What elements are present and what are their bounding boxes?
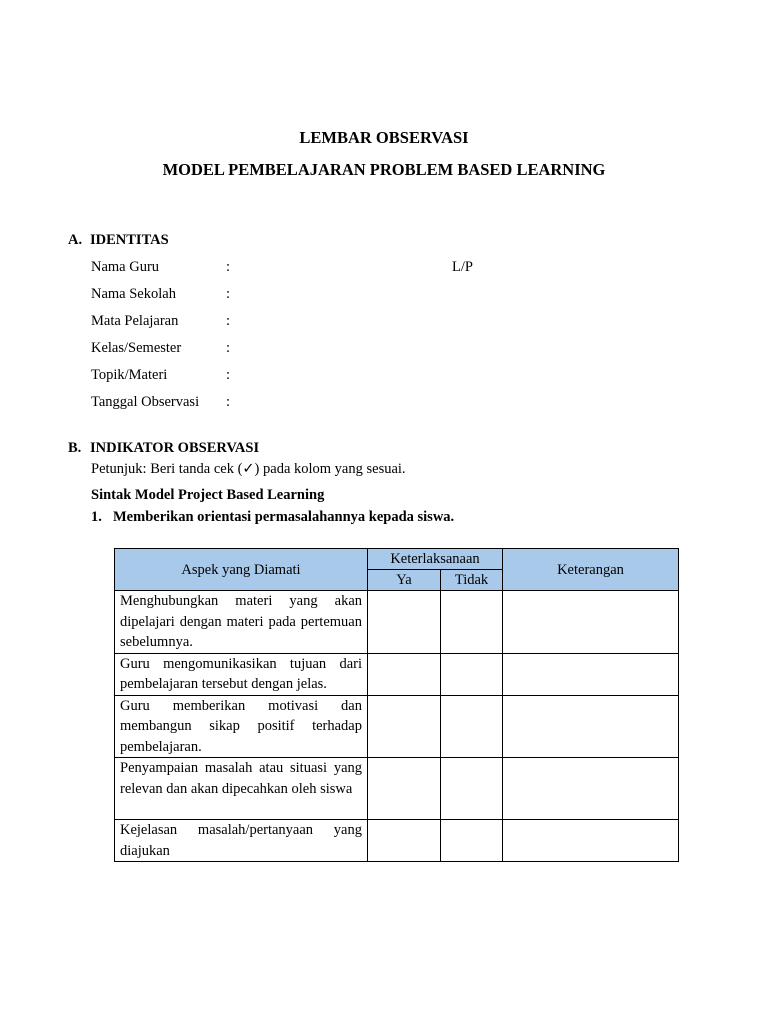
- header-ya: Ya: [368, 570, 441, 591]
- keterangan-cell[interactable]: [503, 695, 679, 758]
- header-tidak: Tidak: [441, 570, 503, 591]
- ya-cell[interactable]: [368, 820, 441, 862]
- keterangan-cell[interactable]: [503, 591, 679, 654]
- field-colon: :: [226, 340, 231, 356]
- table-row: [115, 695, 679, 758]
- observation-table: [114, 548, 679, 862]
- tidak-cell[interactable]: [441, 653, 503, 695]
- keterangan-cell[interactable]: [503, 820, 679, 862]
- document-subtitle: MODEL PEMBELAJARAN PROBLEM BASED LEARNING: [162, 160, 606, 179]
- table-row: [115, 758, 679, 820]
- field-colon: :: [226, 394, 231, 410]
- field-label: Mata Pelajaran: [91, 313, 179, 329]
- aspect-cell: Menghubungkan materi yang akan dipelajari dengan materi pada pertemuan sebelumnya.: [115, 591, 368, 654]
- aspect-cell: Guru memberikan motivasi dan membangun sikap positif terhadap pembelajaran.: [115, 695, 368, 758]
- section-b-heading: [68, 440, 259, 457]
- table-header-row: [115, 549, 679, 570]
- table-row: [115, 820, 679, 862]
- step-heading: [91, 509, 454, 526]
- tidak-cell[interactable]: [441, 695, 503, 758]
- section-b-letter: B.: [68, 440, 82, 456]
- keterangan-cell[interactable]: [503, 758, 679, 820]
- table-row: [115, 653, 679, 695]
- ya-cell[interactable]: [368, 591, 441, 654]
- field-colon: :: [226, 286, 231, 302]
- section-b-title: INDIKATOR OBSERVASI: [90, 440, 260, 456]
- section-a-title: IDENTITAS: [90, 232, 169, 248]
- table-row: [115, 591, 679, 654]
- field-colon: :: [226, 313, 231, 329]
- ya-cell[interactable]: [368, 695, 441, 758]
- header-keterangan: Keterangan: [503, 549, 679, 591]
- field-colon: :: [226, 367, 231, 383]
- syntax-title: Sintak Model Project Based Learning: [91, 487, 325, 503]
- ya-cell[interactable]: [368, 653, 441, 695]
- header-keterlaksanaan: Keterlaksanaan: [368, 549, 503, 570]
- tidak-cell[interactable]: [441, 820, 503, 862]
- ya-cell[interactable]: [368, 758, 441, 820]
- field-colon: :: [226, 259, 231, 275]
- step-number: 1.: [91, 509, 102, 525]
- field-label: Nama Guru: [91, 259, 160, 275]
- instruction-text: Petunjuk: Beri tanda cek (✓) pada kolom yang sesuai.: [91, 461, 406, 477]
- tidak-cell[interactable]: [441, 758, 503, 820]
- section-a-heading: [68, 232, 169, 249]
- tidak-cell[interactable]: [441, 591, 503, 654]
- field-label: Nama Sekolah: [91, 286, 176, 302]
- gender-marker: L/P: [452, 259, 473, 275]
- field-label: Kelas/Semester: [91, 340, 182, 356]
- step-title: Memberikan orientasi permasalahannya kepada siswa.: [113, 509, 455, 525]
- aspect-cell: Penyampaian masalah atau situasi yang relevan dan akan dipecahkan oleh siswa: [115, 758, 368, 820]
- header-aspect: Aspek yang Diamati: [115, 549, 368, 591]
- aspect-cell: Guru mengomunikasikan tujuan dari pembelajaran tersebut dengan jelas.: [115, 653, 368, 695]
- aspect-cell: Kejelasan masalah/pertanyaan yang diajukan: [115, 820, 368, 862]
- field-label: Tanggal Observasi: [91, 394, 200, 410]
- keterangan-cell[interactable]: [503, 653, 679, 695]
- document-title: LEMBAR OBSERVASI: [299, 128, 469, 147]
- section-a-letter: A.: [68, 232, 83, 248]
- field-label: Topik/Materi: [91, 367, 168, 383]
